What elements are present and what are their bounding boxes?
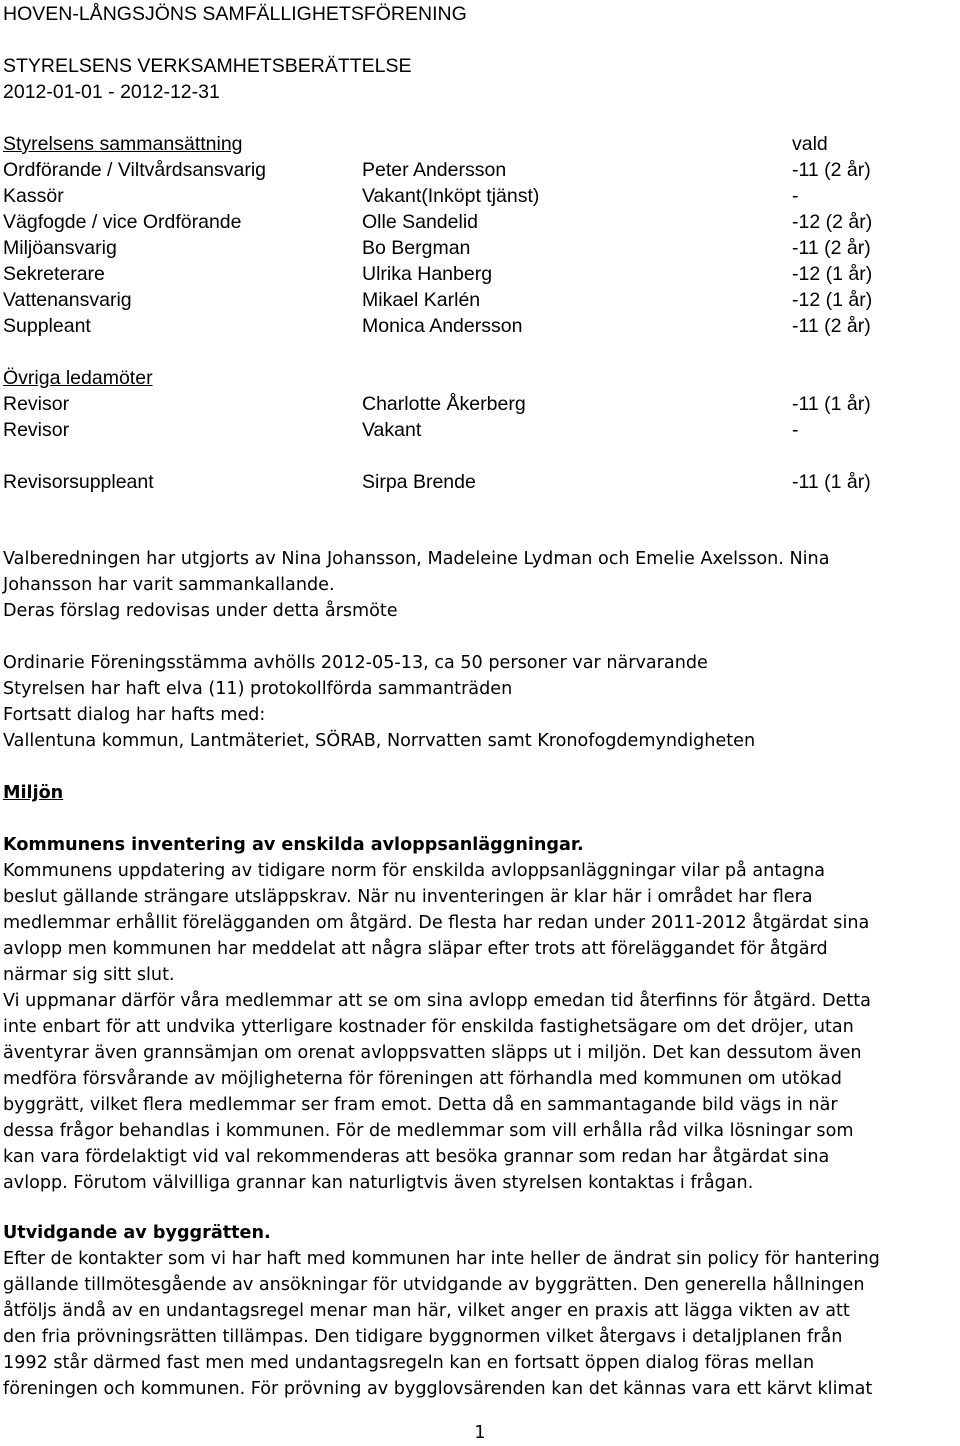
report-period: 2012-01-01 - 2012-12-31 (3, 81, 220, 103)
board-elected: -12 (2 år) (792, 211, 873, 233)
board-role: Ordförande / Viltvårdsansvarig (3, 159, 267, 181)
board-member-name: Olle Sandelid (362, 211, 478, 233)
board-member-name: Vakant(Inköpt tjänst) (362, 185, 540, 207)
avlopp-heading: Kommunens inventering av enskilda avloppsanläggningar. (3, 835, 584, 855)
others-role: Revisor (3, 393, 70, 415)
others-elected: -11 (1 år) (792, 393, 871, 415)
bygg-paragraph: Efter de kontakter som vi har haft med kommunen har inte heller de ändrat sin policy för hantering gällande tillmötesgående av ansökningar för utvidgande av byggrätten. Den generella hållningen åtföljs ändå av en undantagsregel menar man här, vilket anger en praxis att lägga vikten av att den fria prövningsrätten tillämpas. Den tidigare byggnormen vilket återgavs i detaljplanen från 1992 står därmed fast men med undantagsregeln kan en fortsatt öppen dialog föras mellan föreningen och kommunen. För prövning av bygglovsärenden kan det kännas vara ett kärvt klimat (3, 1249, 880, 1399)
board-member-name: Monica Andersson (362, 315, 523, 337)
board-elected: -11 (2 år) (792, 159, 871, 181)
miljo-heading: Miljön (3, 783, 64, 803)
board-role: Vattenansvarig (3, 289, 132, 311)
board-member-name: Mikael Karlén (362, 289, 481, 311)
board-elected: -11 (2 år) (792, 237, 871, 259)
meetings-paragraph: Ordinarie Föreningsstämma avhölls 2012-05-13, ca 50 personer var närvarande Styrelsen har haft elva (11) protokollförda sammanträden Fortsatt dialog har hafts med: Vallentuna kommun, Lantmäteriet, SÖRAB, Norrvatten samt Kronofogdemyndigheten (3, 653, 756, 751)
others-member-name: Vakant (362, 419, 422, 441)
board-member-name: Bo Bergman (362, 237, 471, 259)
others-role: Revisor (3, 419, 70, 441)
others-elected: -11 (1 år) (792, 471, 871, 493)
board-role: Suppleant (3, 315, 91, 337)
vald-column-header: vald (792, 133, 828, 155)
avlopp-paragraph: Kommunens uppdatering av tidigare norm för enskilda avloppsanläggningar vilar på antagna beslut gällande strängare utsläppskrav. När nu inventeringen är klar här i området har flera medlemmar erhållit förelägganden om åtgärd. De flesta har redan under 2011-2012 åtgärdat sina avlopp men kommunen har meddelat att några släpar efter trots att föreläggandet för åtgärd närmar sig sitt slut. Vi uppmanar därför våra medlemmar att se om sina avlopp emedan tid återfinns för åtgärd. Detta inte enbart för att undvika ytterligare kostnader för enskilda fastighetsägare om det dröjer, utan äventyrar även grannsämjan om orenat avloppsvatten släpps ut i miljön. Det kan dessutom även medföra försvårande av möjligheterna för föreningen att förhandla med kommunen om utökad byggrätt, vilket flera medlemmar ser fram emot. Detta då en sammantagande bild vägs in när dessa frågor behandlas i kommunen. För de medlemmar som vill erhålla råd vilka lösningar som kan vara fördelaktigt vid val rekommenderas att besöka grannar som redan har åtgärdat sina avlopp. Förutom välvilliga grannar kan naturligtvis även styrelsen kontaktas i frågan. (3, 861, 871, 1193)
board-elected: - (792, 185, 799, 207)
org-name: HOVEN-LÅNGSJÖNS SAMFÄLLIGHETSFÖRENING (3, 3, 467, 25)
board-elected: -12 (1 år) (792, 289, 873, 311)
board-role: Vägfogde / vice Ordförande (3, 211, 242, 233)
board-role: Sekreterare (3, 263, 105, 285)
others-role: Revisorsuppleant (3, 471, 154, 493)
board-heading: Styrelsens sammansättning (3, 133, 243, 155)
board-elected: -11 (2 år) (792, 315, 871, 337)
valberedning-paragraph: Valberedningen har utgjorts av Nina Johansson, Madeleine Lydman och Emelie Axelsson. Nina Johansson har varit sammankallande. Deras förslag redovisas under detta årsmöte (3, 549, 830, 621)
board-role: Kassör (3, 185, 64, 207)
board-elected: -12 (1 år) (792, 263, 873, 285)
others-heading: Övriga ledamöter (3, 367, 153, 389)
others-elected: - (792, 419, 799, 441)
others-member-name: Charlotte Åkerberg (362, 393, 526, 415)
others-member-name: Sirpa Brende (362, 471, 476, 493)
board-role: Miljöansvarig (3, 237, 117, 259)
bygg-heading: Utvidgande av byggrätten. (3, 1223, 271, 1243)
page-number: 1 (474, 1423, 486, 1443)
board-member-name: Ulrika Hanberg (362, 263, 493, 285)
report-title: STYRELSENS VERKSAMHETSBERÄTTELSE (3, 55, 412, 77)
board-member-name: Peter Andersson (362, 159, 507, 181)
